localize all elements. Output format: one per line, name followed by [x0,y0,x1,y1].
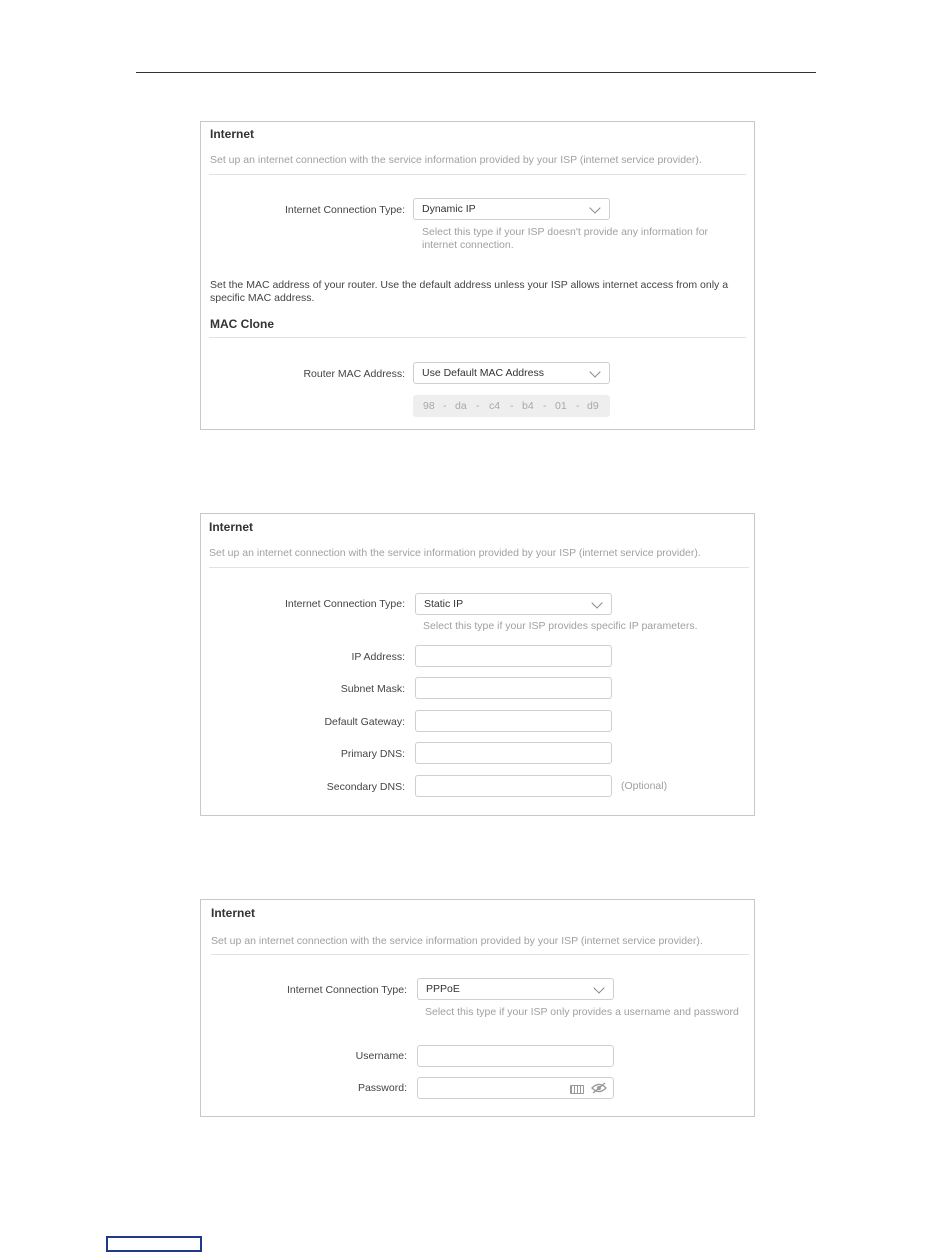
mac-address-display [413,395,610,417]
connection-type-hint: Select this type if your ISP provides specific IP parameters. [423,620,698,632]
mac-segment: 01 [555,400,567,412]
username-label: Username: [355,1050,407,1062]
optional-note: (Optional) [621,780,668,792]
connection-type-hint: Select this type if your ISP doesn't provide any information for internet connection. [422,226,709,251]
secondary-dns-label: Secondary DNS: [326,781,405,793]
divider [209,337,746,338]
panel-title: Internet [211,906,256,920]
mac-note: Set the MAC address of your router. Use the default address unless your ISP allows internet access from only a specific MAC address. [210,279,729,304]
connection-type-value: Static IP [424,598,464,610]
ip-address-input[interactable] [415,645,612,667]
panel-subtitle: Set up an internet connection with the service information provided by your ISP (internet service provider). [210,154,702,166]
router-mac-select[interactable] [413,362,610,384]
router-mac-value: Use Default MAC Address [422,367,544,379]
mac-separator: - [576,400,580,412]
default-gateway-input[interactable] [415,710,612,732]
mac-separator: - [510,400,514,412]
internet-panel-static-ip [200,513,755,816]
panel-subtitle: Set up an internet connection with the service information provided by your ISP (internet service provider). [211,935,703,947]
chevron-down-icon [593,982,604,993]
mac-segment: d9 [587,400,599,412]
divider [209,567,749,568]
ip-address-label: IP Address: [351,651,405,663]
subnet-mask-label: Subnet Mask: [340,683,405,695]
password-field[interactable] [417,1077,614,1099]
eye-off-icon[interactable] [591,1082,607,1094]
connection-type-select[interactable] [417,978,614,1000]
divider [211,954,749,955]
subnet-mask-input[interactable] [415,677,612,699]
divider [209,174,746,175]
username-input[interactable] [417,1045,614,1067]
panel-title: Internet [210,127,255,141]
internet-panel-dynamic-ip [200,121,755,430]
mac-segment: b4 [522,400,534,412]
chevron-down-icon [589,366,600,377]
connection-type-hint: Select this type if your ISP only provides a username and password [425,1006,739,1018]
mac-separator: - [476,400,480,412]
mac-segment: da [455,400,467,412]
secondary-dns-input[interactable] [415,775,612,797]
connection-type-value: PPPoE [426,983,460,995]
mac-segment: 98 [423,400,435,412]
password-input[interactable] [420,1079,564,1099]
panel-subtitle: Set up an internet connection with the service information provided by your ISP (internet service provider). [209,547,701,559]
mac-segment: c4 [489,400,501,412]
password-label: Password: [357,1082,407,1094]
chevron-down-icon [589,202,600,213]
internet-panel-pppoe [200,899,755,1117]
header-rule [136,72,816,73]
keyboard-icon[interactable] [570,1085,584,1094]
chevron-down-icon [591,597,602,608]
mac-separator: - [543,400,547,412]
connection-type-value: Dynamic IP [422,203,476,215]
connection-type-label: Internet Connection Type: [284,598,405,610]
connection-type-select[interactable] [415,593,612,615]
router-mac-label: Router MAC Address: [303,368,405,380]
connection-type-select[interactable] [413,198,610,220]
primary-dns-input[interactable] [415,742,612,764]
page-number-box [106,1236,202,1252]
mac-separator: - [443,400,447,412]
mac-clone-title: MAC Clone [210,317,274,331]
default-gateway-label: Default Gateway: [324,716,405,728]
panel-title: Internet [209,520,254,534]
primary-dns-label: Primary DNS: [340,748,405,760]
connection-type-label: Internet Connection Type: [284,204,405,216]
connection-type-label: Internet Connection Type: [286,984,407,996]
